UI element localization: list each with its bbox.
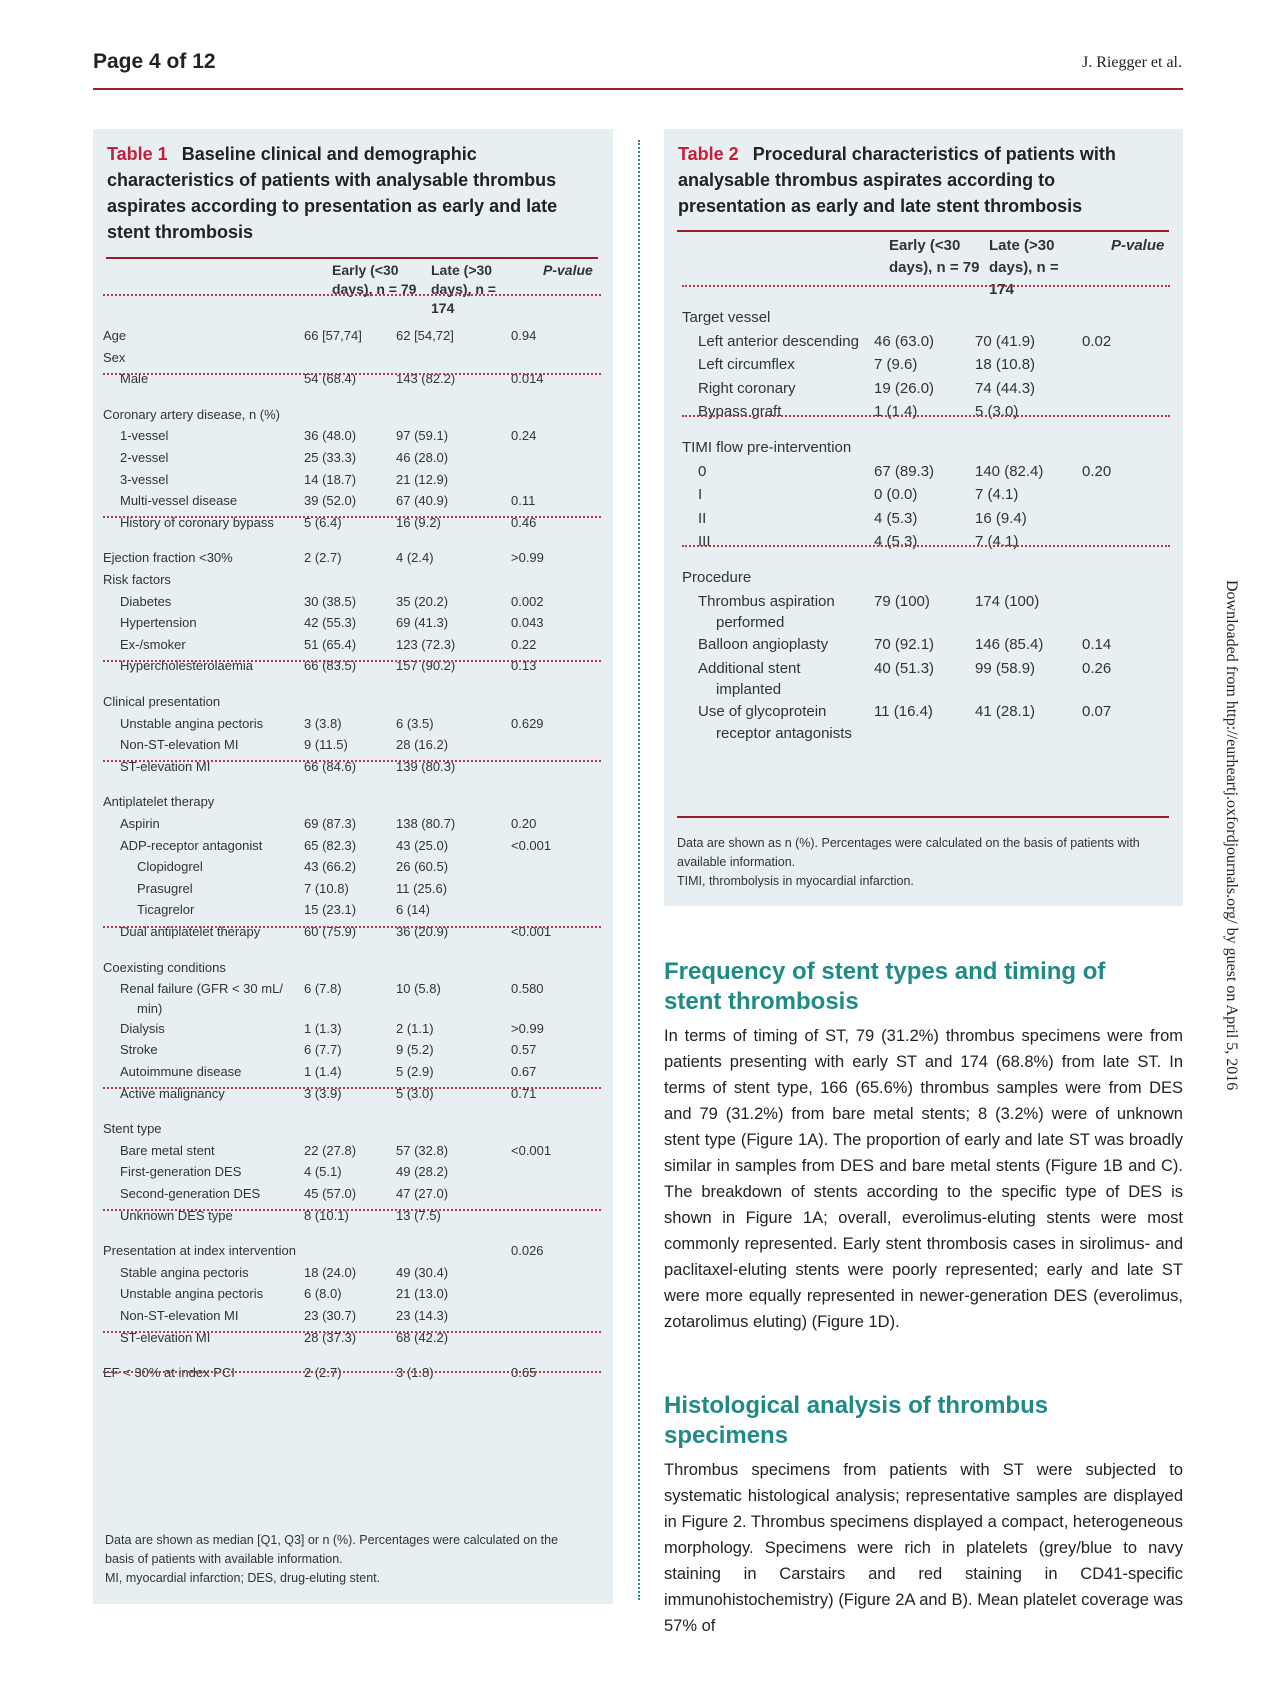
row-early-value: 11 (16.4) <box>874 703 933 721</box>
row-early-value: 18 (24.0) <box>304 1264 357 1280</box>
row-late-value: 7 (4.1) <box>975 533 1019 551</box>
row-label: Additional stent <box>698 659 801 677</box>
row-early-value: 1 (1.4) <box>874 403 918 421</box>
download-sidebar-text: Downloaded from http://eurheartj.oxfordjournals.org/ by guest on April 5, 2016 <box>1223 580 1240 1091</box>
row-late-value: 26 (60.5) <box>396 859 449 875</box>
row-early-value: 4 (5.3) <box>874 509 918 527</box>
row-early-value: 36 (48.0) <box>304 428 357 444</box>
table-1-col-late: Late (>30 days), n = 174 <box>431 262 496 316</box>
row-label-continued: receptor antagonists <box>716 725 852 742</box>
row-early-value: 8 (10.1) <box>304 1207 349 1223</box>
table-1-panel <box>93 129 613 1604</box>
row-p-value: 0.014 <box>511 371 544 387</box>
row-late-value: 68 (42.2) <box>396 1329 449 1345</box>
section-text-histology: Thrombus specimens from patients with ST were subjected to systematic histological analysis; representative samples are displayed in Figure 2. Thrombus specimens displayed a compact, heterogeneous morphology. Specimens were rich in platelets (grey/blue to navy staining in Carstairs and red staining in CD41-specific immunohistochemistry) (Figure 2A and B). Mean platelet coverage was 57% of <box>664 1461 1183 1635</box>
row-late-value: 174 (100) <box>975 592 1040 610</box>
row-early-value: 19 (26.0) <box>874 379 935 397</box>
row-late-value: 16 (9.2) <box>396 514 441 530</box>
row-label: Renal failure (GFR < 30 mL/ <box>120 981 283 997</box>
row-late-value: 67 (40.9) <box>396 493 449 509</box>
row-label: Balloon angioplasty <box>698 636 829 654</box>
row-early-value: 28 (37.3) <box>304 1329 357 1345</box>
row-late-value: 5 (2.9) <box>396 1064 434 1079</box>
table-2-col-early: Early (<30 days), n = 79 <box>889 237 980 276</box>
column-divider <box>638 140 640 1600</box>
row-p-value: >0.99 <box>511 550 544 566</box>
row-p-value: 0.026 <box>511 1243 544 1259</box>
row-early-value: 60 (75.9) <box>304 924 357 939</box>
row-label: Dialysis <box>120 1020 165 1036</box>
row-late-value: 36 (20.9) <box>396 924 449 939</box>
row-p-value: 0.24 <box>511 428 537 444</box>
row-early-value: 30 (38.5) <box>304 593 357 609</box>
row-label: Unstable angina pectoris <box>120 715 264 731</box>
row-label: Ex-/smoker <box>120 636 186 652</box>
row-label: Coexisting conditions <box>103 959 226 975</box>
row-p-value: 0.46 <box>511 514 537 530</box>
table-2-panel <box>664 129 1183 906</box>
row-late-value: 46 (28.0) <box>396 450 449 465</box>
row-label: Active malignancy <box>120 1085 225 1101</box>
row-early-value: 0 (0.0) <box>874 486 918 504</box>
row-p-value: 0.65 <box>511 1365 537 1381</box>
row-late-value: 69 (41.3) <box>396 615 449 631</box>
row-label: ST-elevation MI <box>120 1329 211 1345</box>
row-label: Presentation at index intervention <box>103 1243 296 1259</box>
row-late-value: 4 (2.4) <box>396 550 434 566</box>
row-early-value: 66 (83.5) <box>304 658 357 674</box>
row-p-value: 0.67 <box>511 1064 537 1079</box>
row-label: Second-generation DES <box>120 1186 261 1201</box>
row-early-value: 1 (1.3) <box>304 1020 342 1036</box>
row-late-value: 28 (16.2) <box>396 737 449 753</box>
row-p-value: >0.99 <box>511 1020 544 1036</box>
row-p-value: 0.71 <box>511 1085 537 1101</box>
row-early-value: 15 (23.1) <box>304 902 357 918</box>
row-late-value: 11 (25.6) <box>396 880 448 896</box>
row-label: Hypertension <box>120 615 197 631</box>
row-late-value: 47 (27.0) <box>396 1186 449 1201</box>
row-late-value: 140 (82.4) <box>975 462 1044 480</box>
row-label: Prasugrel <box>137 880 193 896</box>
row-late-value: 49 (30.4) <box>396 1264 449 1280</box>
row-early-value: 39 (52.0) <box>304 493 357 509</box>
header-rule <box>93 88 1183 90</box>
row-early-value: 45 (57.0) <box>304 1186 357 1201</box>
row-label: Autoimmune disease <box>120 1064 242 1079</box>
row-late-value: 143 (82.2) <box>396 371 456 387</box>
row-label: Non-ST-elevation MI <box>120 737 239 753</box>
row-p-value: 0.11 <box>511 493 536 509</box>
table-1-footnote-3: MI, myocardial infarction; DES, drug-eluting stent. <box>105 1571 381 1585</box>
table-1-caption-text: Baseline clinical and demographic characteristics of patients with analysable thrombus aspirates according to presentation as early and late stent thrombosis <box>107 144 558 242</box>
row-late-value: 10 (5.8) <box>396 981 441 997</box>
row-late-value: 13 (7.5) <box>396 1207 441 1223</box>
row-early-value: 66 [57,74] <box>304 328 362 343</box>
row-label: Right coronary <box>698 379 796 397</box>
table-1-footnote-2: basis of patients with available information. <box>105 1552 343 1566</box>
row-separator <box>103 516 601 518</box>
row-label: Stroke <box>120 1042 158 1058</box>
row-separator <box>682 545 1170 547</box>
row-label: Ticagrelor <box>137 902 195 918</box>
row-label: 3-vessel <box>120 471 169 487</box>
row-early-value: 9 (11.5) <box>304 737 348 753</box>
row-early-value: 7 (9.6) <box>874 356 918 374</box>
row-label: Hypercholesterolaemia <box>120 658 253 674</box>
row-p-value: 0.94 <box>511 328 537 343</box>
row-label: Coronary artery disease, n (%) <box>103 406 281 422</box>
row-p-value: 0.22 <box>511 636 537 652</box>
row-separator <box>682 285 1170 287</box>
row-late-value: 5 (3.0) <box>396 1085 434 1101</box>
row-p-value: <0.001 <box>511 837 552 853</box>
table-2-caption-text: Procedural characteristics of patients with analysable thrombus aspirates according to presentation as early and late stent thrombosis <box>678 144 1116 216</box>
row-early-value: 23 (30.7) <box>304 1308 357 1323</box>
row-early-value: 67 (89.3) <box>874 462 935 480</box>
table-1-label: Table 1 <box>107 144 168 164</box>
table-2-footnote-3: TIMI, thrombolysis in myocardial infarction. <box>677 874 914 888</box>
row-early-value: 70 (92.1) <box>874 636 935 654</box>
row-early-value: 4 (5.3) <box>874 533 918 551</box>
row-separator <box>682 415 1170 417</box>
row-late-value: 99 (58.9) <box>975 659 1036 677</box>
row-label: Ejection fraction <30% <box>103 550 233 566</box>
row-label: Unstable angina pectoris <box>120 1286 264 1302</box>
row-late-value: 21 (13.0) <box>396 1286 449 1302</box>
row-late-value: 35 (20.2) <box>396 593 449 609</box>
row-early-value: 22 (27.8) <box>304 1142 357 1158</box>
row-p-value: 0.20 <box>1082 462 1112 480</box>
row-p-value: 0.02 <box>1082 332 1112 350</box>
row-late-value: 97 (59.1) <box>396 428 449 444</box>
row-p-value: 0.580 <box>511 981 544 997</box>
row-label: Clopidogrel <box>137 859 203 875</box>
row-label-continued: performed <box>716 614 785 632</box>
row-label: ADP-receptor antagonist <box>120 837 263 853</box>
row-p-value: 0.07 <box>1082 703 1112 721</box>
row-late-value: 146 (85.4) <box>975 636 1044 654</box>
row-separator <box>103 1331 601 1333</box>
row-label: Age <box>103 328 127 343</box>
row-late-value: 21 (12.9) <box>396 471 449 487</box>
row-separator <box>103 373 601 375</box>
row-late-value: 9 (5.2) <box>396 1042 434 1058</box>
row-label: 0 <box>698 462 707 480</box>
row-label: Dual antiplatelet therapy <box>120 924 261 939</box>
row-late-value: 3 (1.8) <box>396 1365 434 1381</box>
page-number: Page 4 of 12 <box>93 50 216 73</box>
table-1-col-pvalue: P-value <box>543 262 593 278</box>
row-separator <box>103 1209 601 1211</box>
table-2-col-late: Late (>30 days), n = 174 <box>989 237 1059 298</box>
row-label: Left anterior descending <box>698 332 859 350</box>
row-late-value: 5 (3.0) <box>975 403 1019 421</box>
row-late-value: 7 (4.1) <box>975 486 1019 504</box>
row-p-value: <0.001 <box>511 1142 552 1158</box>
row-label: Risk factors <box>103 572 171 587</box>
row-p-value: 0.13 <box>511 658 537 674</box>
row-early-value: 6 (7.7) <box>304 1042 342 1058</box>
row-late-value: 2 (1.1) <box>396 1020 434 1036</box>
row-early-value: 14 (18.7) <box>304 471 357 487</box>
row-p-value: <0.001 <box>511 924 552 939</box>
table-1-col-early: Early (<30 days), n = 79 <box>332 262 417 297</box>
row-late-value: 62 [54,72] <box>396 328 454 343</box>
row-label: II <box>698 509 707 527</box>
row-early-value: 5 (6.4) <box>304 514 342 530</box>
row-p-value: 0.57 <box>511 1042 537 1058</box>
row-p-value: 0.26 <box>1082 659 1112 677</box>
row-label: Procedure <box>682 569 752 586</box>
row-label-continued: min) <box>137 1000 163 1016</box>
row-early-value: 3 (3.8) <box>304 715 342 731</box>
table-2-body <box>664 129 1183 906</box>
row-separator <box>103 1371 601 1373</box>
row-label: Bypass graft <box>698 403 782 421</box>
row-label: III <box>698 533 711 551</box>
row-late-value: 157 (90.2) <box>396 658 456 674</box>
table-1-footnote-1: Data are shown as median [Q1, Q3] or n (%). Percentages were calculated on the <box>105 1533 559 1547</box>
row-label: EF < 30% at index PCI <box>103 1365 235 1381</box>
row-late-value: 49 (28.2) <box>396 1164 449 1180</box>
row-p-value: 0.20 <box>511 816 537 831</box>
row-label: Stent type <box>103 1121 162 1137</box>
section-text-stent-types: In terms of timing of ST, 79 (31.2%) thrombus specimens were from patients presenting with early ST and 174 (68.8%) from late ST. In terms of stent type, 166 (65.6%) thrombus samples were from DES and 79 (31.2%) from bare metal stents; 8 (3.2%) were of unknown stent type (Figure 1A). The proportion of early and late ST was broadly similar in samples from DES and bare metal stents (Figure 1B and C). The breakdown of stents according to the specific type of DES is shown in Figure 1A; overall, everolimus-eluting stents were most commonly represented. Early stent thrombosis cases in sirolimus- and paclitaxel-eluting stents were poorly represented; early and late ST were more equally represented in newer-generation DES (everolimus, zotarolimus eluting) (Figure 1D). <box>664 1027 1183 1331</box>
section-heading-stent-types: Frequency of stent types and timing of stent thrombosis <box>664 958 1106 1015</box>
row-label: Diabetes <box>120 593 172 609</box>
row-label: Left circumflex <box>698 356 795 374</box>
row-early-value: 2 (2.7) <box>304 1365 342 1381</box>
row-separator <box>103 1087 601 1089</box>
row-separator <box>103 926 601 928</box>
row-late-value: 16 (9.4) <box>975 509 1027 527</box>
row-early-value: 42 (55.3) <box>304 615 357 631</box>
row-label: Non-ST-elevation MI <box>120 1308 239 1323</box>
row-late-value: 70 (41.9) <box>975 332 1036 350</box>
row-label: Thrombus aspiration <box>698 592 835 610</box>
running-author: J. Riegger et al. <box>1082 54 1182 71</box>
row-p-value: 0.629 <box>511 715 544 731</box>
row-label: I <box>698 486 703 504</box>
row-late-value: 6 (3.5) <box>396 715 434 731</box>
row-late-value: 138 (80.7) <box>396 816 456 831</box>
row-label: Sex <box>103 349 126 365</box>
row-early-value: 4 (5.1) <box>304 1164 342 1180</box>
row-early-value: 7 (10.8) <box>304 880 349 896</box>
row-separator <box>103 760 601 762</box>
row-label: Antiplatelet therapy <box>103 794 215 810</box>
row-early-value: 40 (51.3) <box>874 659 935 677</box>
row-early-value: 79 (100) <box>874 592 930 610</box>
row-separator <box>103 660 601 662</box>
row-early-value: 1 (1.4) <box>304 1064 342 1079</box>
row-late-value: 18 (10.8) <box>975 356 1036 374</box>
row-late-value: 23 (14.3) <box>396 1308 449 1323</box>
row-early-value: 43 (66.2) <box>304 859 357 875</box>
row-late-value: 57 (32.8) <box>396 1142 449 1158</box>
row-early-value: 25 (33.3) <box>304 450 357 465</box>
row-label: Clinical presentation <box>103 694 221 709</box>
row-label: Target vessel <box>682 309 771 326</box>
row-label: Stable angina pectoris <box>120 1264 249 1280</box>
row-late-value: 41 (28.1) <box>975 703 1036 721</box>
row-late-value: 139 (80.3) <box>396 758 456 774</box>
row-early-value: 2 (2.7) <box>304 550 342 566</box>
table-2-col-pvalue: P-value <box>1111 237 1165 254</box>
row-label: ST-elevation MI <box>120 758 211 774</box>
row-early-value: 54 (68.4) <box>304 371 357 387</box>
row-late-value: 43 (25.0) <box>396 837 449 853</box>
row-label: Use of glycoprotein <box>698 703 827 721</box>
table-2-footnote-2: available information. <box>677 855 796 869</box>
table-2-label: Table 2 <box>678 144 739 164</box>
row-label: History of coronary bypass <box>120 514 274 530</box>
row-label: Bare metal stent <box>120 1142 215 1158</box>
row-late-value: 74 (44.3) <box>975 379 1036 397</box>
row-early-value: 51 (65.4) <box>304 636 357 652</box>
row-label: Multi-vessel disease <box>120 493 238 509</box>
row-p-value: 0.043 <box>511 615 544 631</box>
row-label: Unknown DES type <box>120 1207 233 1223</box>
row-early-value: 6 (7.8) <box>304 981 342 997</box>
row-early-value: 46 (63.0) <box>874 332 935 350</box>
row-label: 1-vessel <box>120 428 169 444</box>
row-label-continued: implanted <box>716 681 782 699</box>
row-early-value: 6 (8.0) <box>304 1286 342 1302</box>
row-label: 2-vessel <box>120 450 169 465</box>
row-late-value: 6 (14) <box>396 902 430 918</box>
row-label: TIMI flow pre-intervention <box>682 439 852 456</box>
row-early-value: 65 (82.3) <box>304 837 357 853</box>
row-p-value: 0.002 <box>511 593 544 609</box>
table-1-body <box>93 129 613 1604</box>
section-heading-histology: Histological analysis of thrombus specimens <box>664 1392 1049 1449</box>
row-late-value: 123 (72.3) <box>396 636 456 652</box>
row-early-value: 66 (84.6) <box>304 758 357 774</box>
row-early-value: 3 (3.9) <box>304 1085 342 1101</box>
row-label: Male <box>120 371 149 387</box>
row-label: Aspirin <box>120 816 160 831</box>
row-separator <box>103 294 601 296</box>
row-early-value: 69 (87.3) <box>304 816 357 831</box>
table-2-footnote-1: Data are shown as n (%). Percentages were calculated on the basis of patients with <box>677 836 1140 850</box>
row-p-value: 0.14 <box>1082 636 1112 654</box>
row-label: First-generation DES <box>120 1164 242 1180</box>
